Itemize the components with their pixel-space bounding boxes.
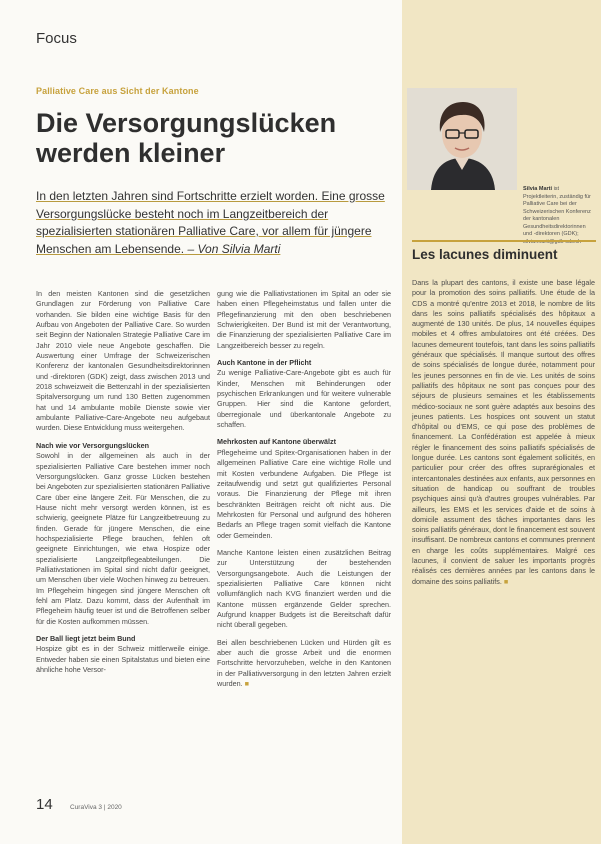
paragraph: Zu wenige Palliative-Care-Angebote gibt es auch für Kinder, Menschen mit Behinderungen oder psychischen Erkrankungen und für weitere vulnerable Gruppen. Hier sind die Kantone gefordert, überregionale und überkantonale Angebote zu schaffen.: [217, 368, 391, 430]
end-mark: ■: [244, 679, 249, 689]
author-portrait-image: [407, 88, 517, 190]
article-kicker: Palliative Care aus Sicht der Kantone: [36, 86, 199, 96]
subheading: Auch Kantone in der Pflicht: [217, 358, 312, 368]
article-lead: [36, 188, 398, 258]
subheading: Nach wie vor Versorgungslücken: [36, 440, 150, 450]
paragraph-text: Bei allen beschriebenen Lücken und Hürden gilt es aber auch die grosse Arbeit und die enormen Fortschritte hervorzuheben, welche in den Kantonen in der Palliativversorgung in den letzten Jahren erzielt wurden.: [217, 637, 391, 689]
page-number: 14: [36, 796, 53, 813]
publication-name: CuraViva 3 | 2020: [70, 804, 122, 811]
paragraph: [217, 638, 391, 690]
paragraph: gung wie die Palliativstationen im Spital an oder sie haben einen Pflegeheimstatus und fallen unter die Pflegefinanzierung mit den oben beschriebenen Schwierigkeiten. Der Bund ist mit der Verantwortung, die Finanzierung der spezialisierten Palliative Care im Langzeitbereich besser zu regeln.: [217, 289, 391, 350]
text-column-2: [217, 289, 391, 696]
end-mark: ■: [503, 576, 509, 586]
paragraph: Hospize gibt es in der Schweiz mittlerweile einige. Entweder haben sie einen Spitalstatus und bieten eine ähnliche hohe Versor-: [36, 644, 210, 675]
sidebar-body: Dans la plupart des cantons, il existe une base légale pour la promotion des soins palliatifs. Une étude de la CDS a montré qu'entre 2013 et 2018, le nombre de lits dans les soins palliatifs spécialisés des hôpitaux a augmenté de 130 unités. De plus, 14 nouvelles équipes mobiles et 4 offres ambulatoires ont été créées. Des lacunes demeurent toutefois, tant dans les soins palliatifs généraux que spécialisés. Il manque surtout des offres de soins spécialisés de longue durée, notamment pour les jeunes personnes en fin de vie. Les unités de soins palliatifs des hôpitaux ne sont pas conçues pour des séjours de plusieurs semaines et les établissements médico-sociaux ne sont guère adaptés aux besoins des jeunes patients. Les hospices ont souvent un statut d'hôpital ou d'EMS, ce qui pose des problèmes de financement. La Confédération est appelée à mieux régler le financement des soins palliatifs spécialisés de longue durée. Les cantons sont également sollicités, en particulier pour créer des offres suprarégionales et intercantonales destinées aux enfants, aux personnes en situation de handicap ou souffrant de troubles psychiques ainsi qu'à d'autres groupes vulnérables. Par ailleurs, les EMS et les services d'aide et de soins à domicile assument des tâches importantes dans les soins palliatifs généraux, dont le financement est souvent insuffisant. De nombreux cantons et communes prennent en charge les coûts supplémentaires. Malgré ces lacunes, il convient de saluer les importants progrès réalisés ces dernières années par les cantons dans le domaine des soins palliatifs.: [412, 278, 595, 586]
byline: – Von Silvia Marti: [187, 241, 281, 256]
section-label: Focus: [36, 30, 77, 47]
sidebar-text: [412, 278, 595, 587]
article-title: [36, 108, 396, 168]
subheading: Mehrkosten auf Kantone überwälzt: [217, 437, 337, 447]
paragraph: In den meisten Kantonen sind die gesetzlichen Grundlagen zur Förderung von Palliative Care vorhanden. Sie bilden eine wichtige Basis für den Aufbau von Angeboten der Palliative Care. So wurden seit Beginn der Nationalen Strategie Palliative Care im Jahr 2010 viele neue Angebote geschaffen. Die Auswertung einer Umfrage der Schweizerischen Konferenz der kantonalen Gesundheitsdirektorinnen und -direktoren (GDK) zeigt, dass zwischen 2013 und 2018 schweizweit die Bettenzahl in der spezialisierten Spitalversorgung um rund 130 Betten zugenommen hat und 14 ambulante mobile Dienste sowie vier ambulante Palliative-Care-Angebote neu aufgebaut wurden. Diese Entwicklung muss weitergehen.: [36, 289, 210, 433]
subheading: Der Ball liegt jetzt beim Bund: [36, 634, 136, 643]
author-portrait: [407, 88, 517, 190]
sidebar-title: Les lacunes diminuent: [412, 247, 558, 262]
caption-text: ist Projektleiterin, zuständig für Palliative Care bei der Schweizerischen Konferenz der kantonalen Gesundheitsdirektorinnen und -direktoren (GDK);: [523, 186, 591, 237]
title-line-2: werden kleiner: [36, 138, 226, 168]
caption-name: Silvia Marti: [523, 186, 553, 192]
page-footer: [36, 796, 596, 816]
paragraph: Pflegeheime und Spitex-Organisationen haben in der allgemeinen Palliative Care eine wichtige Rolle und mit Kosten verbundene Aufgaben. Die Pflege ist zeitaufwendig und setzt gut qualifiziertes Personal voraus. Die Finanzierung der Pflege mit ihren beschränkten Beiträgen reicht oft nicht aus. Die Mehrkosten für Personal und aufgrund des höheren Bedarfs an Pflege tragen somit vielfach die Kantone oder Gemeinden.: [217, 447, 391, 540]
photo-caption: [523, 186, 595, 246]
sidebar-rule: [412, 240, 596, 242]
title-line-1: Die Versorgungslücken: [36, 108, 337, 138]
paragraph: Manche Kantone leisten einen zusätzlichen Beitrag zur Unterstützung der bestehenden Versorgungsangebote. Auch die Leistungen der spezialisierten Palliative Care können nicht vollumfänglich nach KVG finanziert werden und die Kantone müssen ergänzende Gelder sprechen. Aufgrund knapper Budgets ist die Bereitschaft dafür nicht überall gegeben.: [217, 547, 391, 630]
text-column-1: [36, 289, 210, 682]
lead-text: In den letzten Jahren sind Fortschritte erzielt worden. Eine grosse Versorgungslücke besteht noch im Langzeitbereich der spezialisierten stationären Palliative Care, vor allem für jüngere Menschen am Lebensende.: [36, 189, 385, 256]
paragraph: Sowohl in der allgemeinen als auch in der spezialisierten Palliative Care bestehen immer noch Versorgungslücken. Ganz grosse Lücken bestehen bei Angeboten zur spezialisierten stationären Palliative Care über eine längere Zeit. Für Menschen, die zu Hause nicht mehr versorgt werden können, ist es schwierig, geeignete Plätze für Langzeitbetreuung zu finden. Gerade für jüngere Menschen, die eine hochspezialisierte Pflege brauchen, fehlen oft geeignete Einrichtungen, wie etwa Hospize oder spezialisierte Langzeitpflegeabteilungen. Die Palliativstationen im Spital sind nicht dafür geeignet, um Menschen über viele Wochen hinweg zu betreuen. Im Pflegeheim hingegen sind jüngere Menschen oft fehl am Platz. Dazu kommt, dass der Aufenthalt im Pflegeheim häufig teuer ist und die Betroffenen selber für die Kosten aufkommen müssen.: [36, 451, 210, 626]
